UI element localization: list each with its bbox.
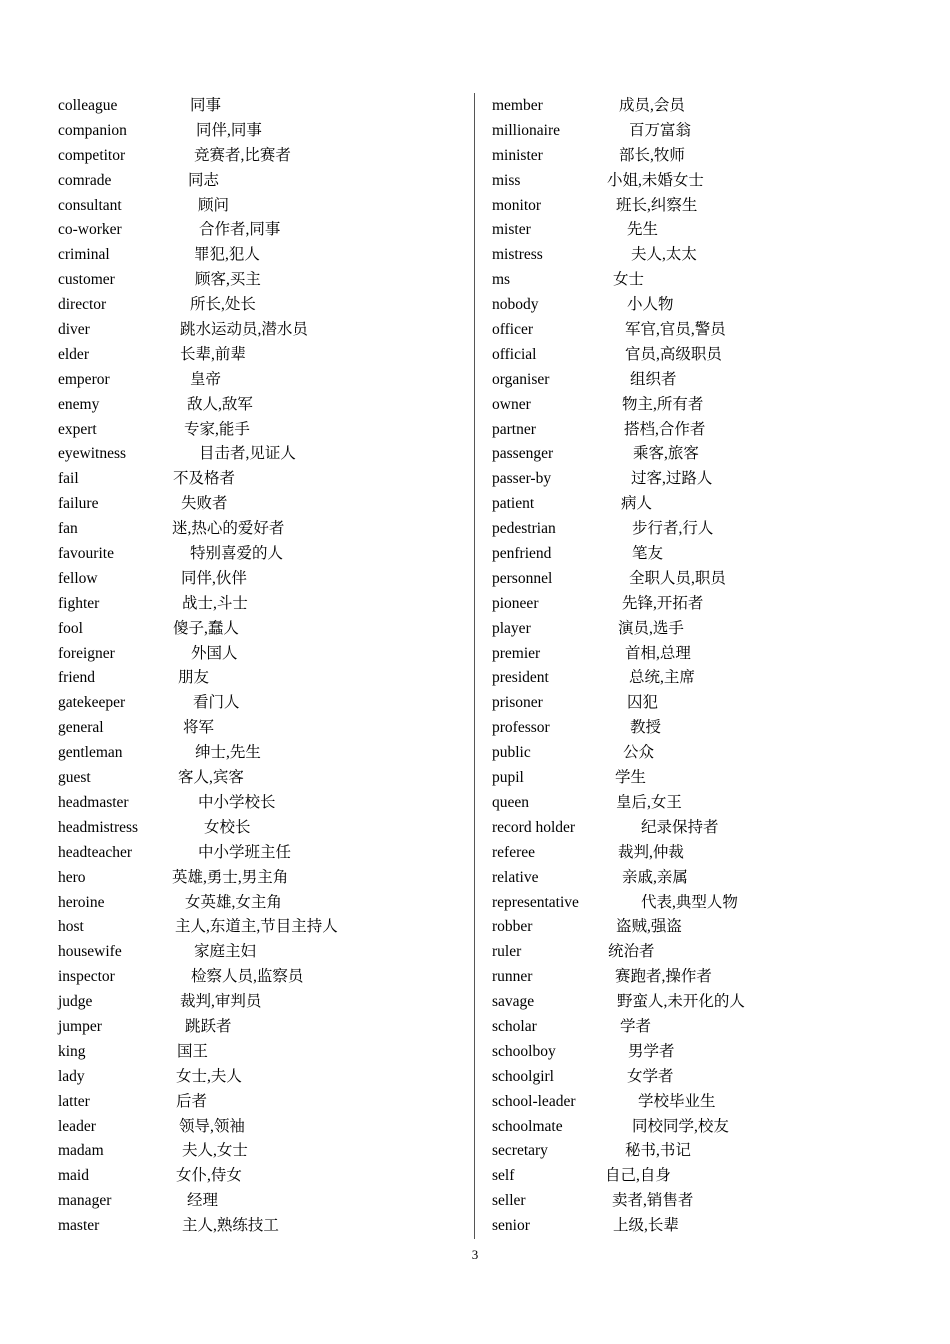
vocab-row <box>492 517 912 542</box>
vocab-row <box>492 841 912 866</box>
vocab-row <box>58 1115 458 1140</box>
vocab-row <box>492 218 912 243</box>
english-word: seller <box>492 1192 526 1210</box>
english-word: headmistress <box>58 818 139 836</box>
vocab-row <box>492 1015 912 1040</box>
vocab-row <box>58 218 458 243</box>
english-word: failure <box>58 495 99 513</box>
chinese-meaning: 女士,夫人 <box>176 1067 242 1085</box>
chinese-meaning: 同事 <box>190 97 222 114</box>
vocab-row <box>492 442 912 467</box>
vocab-row <box>492 990 912 1015</box>
vocab-row <box>492 268 912 293</box>
chinese-meaning: 先生 <box>627 221 659 239</box>
english-word: passer-by <box>492 470 552 488</box>
english-word: schoolboy <box>492 1042 556 1060</box>
chinese-meaning: 部长,牧师 <box>619 146 685 164</box>
english-word: schoolmate <box>492 1117 563 1135</box>
chinese-meaning: 绅士,先生 <box>195 744 261 762</box>
vocab-row <box>58 1040 458 1065</box>
english-word: passenger <box>492 445 554 463</box>
english-word: pedestrian <box>492 520 556 538</box>
english-word: leader <box>58 1117 96 1135</box>
english-word: minister <box>492 146 543 164</box>
chinese-meaning: 裁判,仲裁 <box>618 843 684 861</box>
english-word: maid <box>58 1167 89 1185</box>
vocab-row <box>492 965 912 990</box>
chinese-meaning: 目击者,见证人 <box>199 445 296 463</box>
chinese-meaning: 竞赛者,比赛者 <box>194 146 291 164</box>
english-word: hero <box>58 868 86 886</box>
english-word: record holder <box>492 818 576 836</box>
vocab-row <box>58 268 458 293</box>
chinese-meaning: 夫人,女士 <box>182 1142 248 1160</box>
vocab-row <box>58 1189 458 1214</box>
english-word: self <box>492 1167 515 1185</box>
chinese-meaning: 将军 <box>183 719 215 737</box>
chinese-meaning: 朋友 <box>178 669 210 687</box>
vocab-row <box>58 467 458 492</box>
vocab-row <box>58 1090 458 1115</box>
vocab-row <box>58 766 458 791</box>
chinese-meaning: 战士,斗士 <box>182 594 248 612</box>
chinese-meaning: 家庭主妇 <box>194 943 257 961</box>
chinese-meaning: 亲戚,亲属 <box>622 868 688 886</box>
vocab-row <box>58 642 458 667</box>
english-word: guest <box>58 769 91 787</box>
chinese-meaning: 外国人 <box>191 644 238 662</box>
english-word: foreigner <box>58 644 115 662</box>
chinese-meaning: 军官,官员,警员 <box>625 321 726 339</box>
chinese-meaning: 同志 <box>188 171 220 189</box>
english-word: ms <box>492 271 511 289</box>
page-number: 3 <box>471 1247 479 1262</box>
chinese-meaning: 步行者,行人 <box>632 520 714 538</box>
chinese-meaning: 公众 <box>623 744 655 762</box>
english-word: headmaster <box>58 793 129 811</box>
chinese-meaning: 野蛮人,未开化的人 <box>617 993 745 1011</box>
english-word: co-worker <box>58 221 122 239</box>
english-word: manager <box>58 1192 112 1210</box>
chinese-meaning: 官员,高级职员 <box>625 345 722 363</box>
vocab-row <box>58 965 458 990</box>
english-word: pioneer <box>492 594 539 612</box>
english-word: eyewitness <box>58 445 127 463</box>
vocab-row <box>58 119 458 144</box>
chinese-meaning: 不及格者 <box>173 470 236 488</box>
chinese-meaning: 学者 <box>620 1017 652 1035</box>
vocab-row <box>492 368 912 393</box>
vocab-row <box>492 592 912 617</box>
chinese-meaning: 同伴,伙伴 <box>181 569 247 587</box>
vocab-row <box>58 990 458 1015</box>
vocab-row <box>492 791 912 816</box>
english-word: jumper <box>58 1017 102 1035</box>
chinese-meaning: 女英雄,女主角 <box>185 893 282 911</box>
vocab-row <box>492 816 912 841</box>
chinese-meaning: 过客,过路人 <box>631 470 713 488</box>
chinese-meaning: 百万富翁 <box>629 121 692 139</box>
vocab-row <box>492 94 912 119</box>
vocab-row <box>58 368 458 393</box>
vocab-row <box>492 1189 912 1214</box>
chinese-meaning: 看门人 <box>193 694 240 712</box>
chinese-meaning: 夫人,太太 <box>631 246 697 264</box>
english-word: personnel <box>492 569 553 587</box>
vocab-row <box>492 1065 912 1090</box>
chinese-meaning: 小姐,未婚女士 <box>607 171 704 189</box>
english-word: runner <box>492 968 533 986</box>
chinese-meaning: 同伴,同事 <box>196 121 262 139</box>
chinese-meaning: 跳跃者 <box>185 1017 232 1035</box>
english-word: owner <box>492 395 531 413</box>
vocab-row <box>58 691 458 716</box>
chinese-meaning: 学生 <box>615 769 647 787</box>
vocab-row <box>58 567 458 592</box>
vocab-row <box>58 841 458 866</box>
english-word: president <box>492 669 549 687</box>
english-word: mister <box>492 221 531 239</box>
chinese-meaning: 班长,纠察生 <box>616 196 698 214</box>
vocab-row <box>492 119 912 144</box>
chinese-meaning: 教授 <box>630 719 662 737</box>
chinese-meaning: 女校长 <box>204 818 251 836</box>
chinese-meaning: 自己,自身 <box>605 1167 671 1185</box>
english-word: housewife <box>58 943 122 961</box>
chinese-meaning: 裁判,审判员 <box>180 993 262 1011</box>
english-word: officer <box>492 321 534 339</box>
chinese-meaning: 演员,选手 <box>618 619 684 637</box>
english-word: diver <box>58 321 90 339</box>
chinese-meaning: 敌人,敌军 <box>187 395 253 413</box>
vocab-row <box>492 418 912 443</box>
chinese-meaning: 学校毕业生 <box>638 1092 716 1110</box>
chinese-meaning: 赛跑者,操作者 <box>615 968 712 986</box>
english-word: monitor <box>492 196 542 214</box>
english-word: elder <box>58 345 89 363</box>
english-word: headteacher <box>58 843 132 861</box>
vocab-row <box>58 293 458 318</box>
vocab-row <box>492 243 912 268</box>
vocab-row <box>492 716 912 741</box>
english-word: robber <box>492 918 533 936</box>
vocab-row <box>492 691 912 716</box>
english-word: player <box>492 619 531 637</box>
vocab-row <box>58 243 458 268</box>
chinese-meaning: 统治者 <box>608 943 655 961</box>
chinese-meaning: 特别喜爱的人 <box>190 545 284 563</box>
english-word: comrade <box>58 171 112 189</box>
vocab-row <box>492 1090 912 1115</box>
chinese-meaning: 同校同学,校友 <box>632 1117 729 1135</box>
english-word: madam <box>58 1142 104 1160</box>
chinese-meaning: 跳水运动员,潜水员 <box>180 321 308 339</box>
chinese-meaning: 女仆,侍女 <box>176 1167 242 1185</box>
chinese-meaning: 罪犯,犯人 <box>194 246 260 264</box>
english-word: host <box>58 918 84 936</box>
english-word: fool <box>58 619 83 637</box>
chinese-meaning: 英雄,勇士,男主角 <box>172 868 289 886</box>
english-word: emperor <box>58 370 110 388</box>
vocab-row <box>58 1015 458 1040</box>
right-column <box>492 94 912 1239</box>
vocab-row <box>58 318 458 343</box>
english-word: scholar <box>492 1017 537 1035</box>
chinese-meaning: 男学者 <box>628 1042 675 1060</box>
vocab-row <box>58 791 458 816</box>
chinese-meaning: 笔友 <box>632 545 664 563</box>
chinese-meaning: 合作者,同事 <box>199 221 281 239</box>
english-word: companion <box>58 121 127 139</box>
chinese-meaning: 代表,典型人物 <box>641 893 738 911</box>
english-word: director <box>58 296 107 314</box>
vocab-row <box>58 492 458 517</box>
chinese-meaning: 检察人员,监察员 <box>191 968 304 986</box>
vocab-row <box>492 766 912 791</box>
english-word: inspector <box>58 968 115 986</box>
chinese-meaning: 小人物 <box>627 296 674 314</box>
vocab-row <box>58 1214 458 1239</box>
english-word: master <box>58 1217 100 1235</box>
vocab-row <box>492 467 912 492</box>
vocab-row <box>58 542 458 567</box>
left-column <box>58 94 458 1239</box>
english-word: senior <box>492 1217 530 1235</box>
english-word: heroine <box>58 893 105 911</box>
vocab-row <box>492 1139 912 1164</box>
english-word: fighter <box>58 594 100 612</box>
english-word: gentleman <box>58 744 123 762</box>
english-word: representative <box>492 893 579 911</box>
english-word: patient <box>492 495 535 513</box>
english-word: king <box>58 1042 86 1060</box>
vocab-row <box>58 144 458 169</box>
english-word: organiser <box>492 370 550 388</box>
english-word: miss <box>492 171 521 189</box>
chinese-meaning: 乘客,旅客 <box>633 445 699 463</box>
english-word: millionaire <box>492 121 561 139</box>
english-word: relative <box>492 868 539 886</box>
vocab-row <box>58 940 458 965</box>
vocab-row <box>58 94 458 119</box>
chinese-meaning: 顾问 <box>198 196 230 214</box>
chinese-meaning: 物主,所有者 <box>622 395 704 413</box>
chinese-meaning: 卖者,销售者 <box>612 1192 694 1210</box>
english-word: expert <box>58 420 97 438</box>
chinese-meaning: 国王 <box>177 1042 209 1060</box>
english-word: savage <box>492 993 535 1011</box>
english-word: judge <box>58 993 93 1011</box>
vocab-row <box>492 642 912 667</box>
vocab-row <box>58 666 458 691</box>
vocab-row <box>492 393 912 418</box>
english-word: criminal <box>58 246 110 264</box>
english-word: mistress <box>492 246 543 264</box>
english-word: school-leader <box>492 1092 576 1110</box>
english-word: official <box>492 345 537 363</box>
chinese-meaning: 成员,会员 <box>619 97 685 114</box>
chinese-meaning: 病人 <box>621 495 653 513</box>
english-word: gatekeeper <box>58 694 126 712</box>
chinese-meaning: 客人,宾客 <box>178 769 244 787</box>
chinese-meaning: 全职人员,职员 <box>629 569 726 587</box>
vocab-row <box>58 891 458 916</box>
chinese-meaning: 所长,处长 <box>190 296 256 314</box>
english-word: schoolgirl <box>492 1067 554 1085</box>
english-word: queen <box>492 793 530 811</box>
english-word: fail <box>58 470 79 488</box>
english-word: secretary <box>492 1142 548 1160</box>
chinese-meaning: 纪录保持者 <box>641 818 719 836</box>
chinese-meaning: 首相,总理 <box>625 644 691 662</box>
chinese-meaning: 经理 <box>187 1192 219 1210</box>
vocab-row <box>58 442 458 467</box>
vocab-row <box>58 343 458 368</box>
english-word: partner <box>492 420 536 438</box>
english-word: general <box>58 719 104 737</box>
chinese-meaning: 专家,能手 <box>184 420 250 438</box>
chinese-meaning: 主人,东道主,节目主持人 <box>175 918 338 936</box>
chinese-meaning: 中小学班主任 <box>198 843 292 861</box>
chinese-meaning: 秘书,书记 <box>625 1142 691 1160</box>
chinese-meaning: 总统,主席 <box>629 669 695 687</box>
english-word: member <box>492 97 543 114</box>
chinese-meaning: 失败者 <box>181 495 228 513</box>
vocab-row <box>492 293 912 318</box>
vocab-row <box>58 1139 458 1164</box>
chinese-meaning: 皇帝 <box>190 370 222 388</box>
chinese-meaning: 先锋,开拓者 <box>622 594 704 612</box>
chinese-meaning: 后者 <box>176 1092 208 1110</box>
vocab-row <box>492 492 912 517</box>
vocab-row <box>492 915 912 940</box>
vocab-row <box>58 418 458 443</box>
vocab-row <box>492 169 912 194</box>
vocab-row <box>58 1065 458 1090</box>
vocab-row <box>492 666 912 691</box>
vocab-row <box>58 866 458 891</box>
vocab-row <box>492 940 912 965</box>
vocab-row <box>58 517 458 542</box>
vocab-row <box>492 343 912 368</box>
chinese-meaning: 搭档,合作者 <box>624 420 706 438</box>
vocab-row <box>492 318 912 343</box>
chinese-meaning: 囚犯 <box>627 694 659 712</box>
chinese-meaning: 领导,领袖 <box>179 1117 245 1135</box>
chinese-meaning: 女士 <box>613 271 645 289</box>
vocab-row <box>492 1040 912 1065</box>
vocab-row <box>492 144 912 169</box>
vocab-row <box>492 567 912 592</box>
english-word: fellow <box>58 569 98 587</box>
vocab-row <box>58 592 458 617</box>
english-word: colleague <box>58 97 118 114</box>
chinese-meaning: 顾客,买主 <box>195 271 261 289</box>
vocab-row <box>58 816 458 841</box>
vocab-row <box>58 1164 458 1189</box>
chinese-meaning: 主人,熟练技工 <box>182 1217 279 1235</box>
chinese-meaning: 中小学校长 <box>198 793 276 811</box>
vocab-row <box>492 891 912 916</box>
chinese-meaning: 盗贼,强盗 <box>616 918 682 936</box>
chinese-meaning: 上级,长辈 <box>613 1217 679 1235</box>
vocab-row <box>492 542 912 567</box>
column-divider <box>474 93 475 1239</box>
vocab-row <box>492 866 912 891</box>
english-word: consultant <box>58 196 122 214</box>
english-word: favourite <box>58 545 114 563</box>
english-word: lady <box>58 1067 85 1085</box>
english-word: public <box>492 744 531 762</box>
english-word: enemy <box>58 395 100 413</box>
english-word: friend <box>58 669 96 687</box>
vocab-row <box>58 915 458 940</box>
vocab-row <box>58 169 458 194</box>
vocab-row <box>58 617 458 642</box>
chinese-meaning: 长辈,前辈 <box>180 345 246 363</box>
english-word: competitor <box>58 146 126 164</box>
vocab-row <box>492 741 912 766</box>
english-word: fan <box>58 520 78 538</box>
chinese-meaning: 迷,热心的爱好者 <box>172 520 285 538</box>
english-word: ruler <box>492 943 522 961</box>
english-word: referee <box>492 843 536 861</box>
vocab-row <box>492 617 912 642</box>
vocab-row <box>492 194 912 219</box>
vocab-row <box>58 716 458 741</box>
vocab-row <box>58 393 458 418</box>
vocab-row <box>58 741 458 766</box>
chinese-meaning: 傻子,蠢人 <box>173 619 239 637</box>
chinese-meaning: 女学者 <box>627 1067 674 1085</box>
vocab-row <box>492 1164 912 1189</box>
vocab-row <box>492 1214 912 1239</box>
english-word: customer <box>58 271 115 289</box>
english-word: pupil <box>492 769 524 787</box>
english-word: penfriend <box>492 545 552 563</box>
english-word: latter <box>58 1092 90 1110</box>
vocab-row <box>492 1115 912 1140</box>
chinese-meaning: 组织者 <box>630 370 677 388</box>
english-word: professor <box>492 719 550 737</box>
english-word: prisoner <box>492 694 543 712</box>
english-word: premier <box>492 644 541 662</box>
vocab-row <box>58 194 458 219</box>
english-word: nobody <box>492 296 539 314</box>
chinese-meaning: 皇后,女王 <box>616 793 682 811</box>
